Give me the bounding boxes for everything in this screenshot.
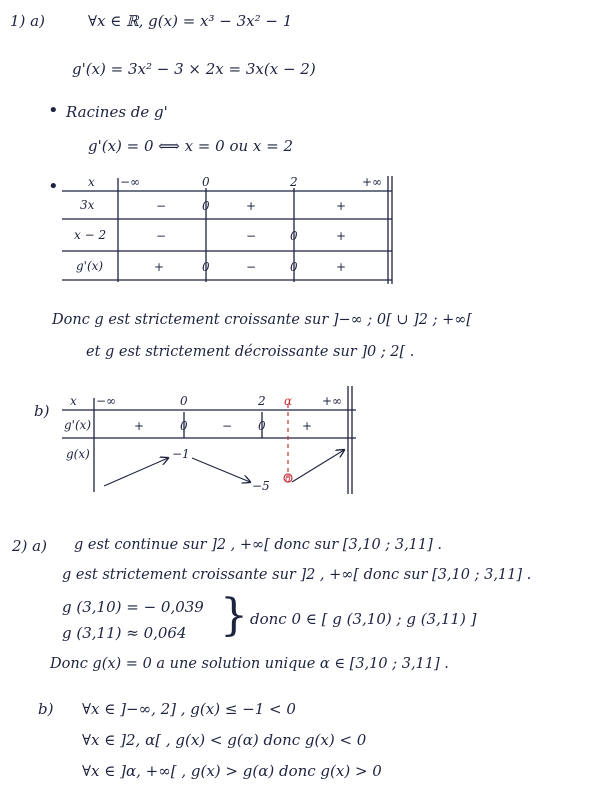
conclusion-croissante: Donc g est strictement croissante sur ]−∞ ; 0[ ∪ ]2 ; +∞[	[52, 312, 472, 328]
t2-head-0: 0	[180, 394, 188, 408]
brace: }	[220, 590, 248, 641]
q2b-line1: ∀x ∈ ]−∞, 2] , g(x) ≤ −1 < 0	[82, 700, 296, 718]
t1-row2-s3: 0	[290, 229, 298, 243]
t1-row1-s1: −	[156, 199, 167, 213]
q1-derivative: g'(x) = 3x² − 3 × 2x = 3x(x − 2)	[72, 60, 316, 78]
t2-head-pos-inf: +∞	[322, 394, 343, 408]
t1-row2-s1: −	[156, 229, 167, 243]
q1-definition: ∀x ∈ ℝ, g(x) = x³ − 3x² − 1	[88, 12, 293, 30]
t1-row1-s4: +	[336, 199, 347, 213]
t1-head-x: x	[88, 175, 95, 189]
q1-label: 1) a)	[10, 12, 45, 30]
q1b-label: b)	[34, 402, 50, 420]
t1-row3-s4: 0	[290, 260, 298, 274]
t1-head-2: 2	[290, 175, 298, 189]
t1-row2-s4: +	[336, 229, 347, 243]
t2-gprime-s1: +	[134, 419, 145, 433]
q2-g310: g (3,10) = − 0,039	[62, 598, 204, 616]
racines-equation: g'(x) = 0 ⟺ x = 0 ou x = 2	[88, 137, 294, 155]
q2-conclusion: Donc g(x) = 0 a une solution unique α ∈ [3,10 ; 3,11] .	[50, 656, 449, 672]
t1-row3-s5: +	[336, 260, 347, 274]
q2b-label: b)	[38, 700, 54, 718]
variation-table	[0, 380, 600, 500]
t2-head-alpha: α	[284, 394, 293, 408]
t1-row3-s3: −	[246, 260, 257, 274]
racines-title: Racines de g'	[66, 103, 168, 121]
t2-alpha-value: 0	[285, 475, 291, 485]
t2-gprime-s4: 0	[258, 419, 266, 433]
bullet-dot: •	[48, 100, 59, 121]
t2-gprime-s3: −	[222, 419, 233, 433]
t1-head-pos-inf: +∞	[362, 175, 383, 189]
conclusion-decroissante: et g est strictement décroissante sur ]0 ; 2[ .	[86, 344, 415, 360]
t1-row3-s1: +	[154, 260, 165, 274]
sign-table-1	[0, 0, 600, 300]
arrow-down	[192, 458, 250, 482]
t2-head-2: 2	[258, 394, 266, 408]
arrow-up-2	[292, 450, 344, 482]
t2-head-x: x	[70, 394, 77, 408]
t1-row2-label: x − 2	[74, 228, 107, 242]
q2b-line2: ∀x ∈ ]2, α[ , g(x) < g(α) donc g(x) < 0	[82, 731, 367, 749]
t2-g-label: g(x)	[66, 447, 90, 461]
t2-gprime-s2: 0	[180, 419, 188, 433]
t2-gprime-label: g'(x)	[64, 418, 92, 432]
t1-row1-s2: 0	[202, 199, 210, 213]
q2b-line3: ∀x ∈ ]α, +∞[ , g(x) > g(α) donc g(x) > 0	[82, 762, 382, 780]
arrow-up-1	[104, 458, 168, 486]
t2-gprime-s5: +	[302, 419, 313, 433]
bullet-dot: •	[48, 176, 59, 197]
t1-head-0: 0	[202, 175, 210, 189]
q2-croissante: g est strictement croissante sur ]2 , +∞[ donc sur [3,10 ; 3,11] .	[62, 567, 532, 583]
t1-row2-s2: −	[246, 229, 257, 243]
q2-continue: g est continue sur ]2 , +∞[ donc sur [3,10 ; 3,11] .	[74, 537, 443, 553]
t1-head-neg-inf: −∞	[120, 175, 141, 189]
t2-max-value: −1	[172, 447, 190, 461]
t1-row3-s2: 0	[202, 260, 210, 274]
t1-row3-label: g'(x)	[76, 259, 104, 273]
t1-row1-label: 3x	[80, 198, 95, 212]
q2-label: 2) a)	[12, 537, 47, 555]
t2-head-neg-inf: −∞	[96, 394, 117, 408]
q2-g311: g (3,11) ≈ 0,064	[62, 624, 187, 642]
q2-donc-zero: donc 0 ∈ [ g (3,10) ; g (3,11) ]	[250, 610, 477, 628]
t1-row1-s3: +	[246, 199, 257, 213]
t2-min-value: −5	[252, 479, 270, 493]
